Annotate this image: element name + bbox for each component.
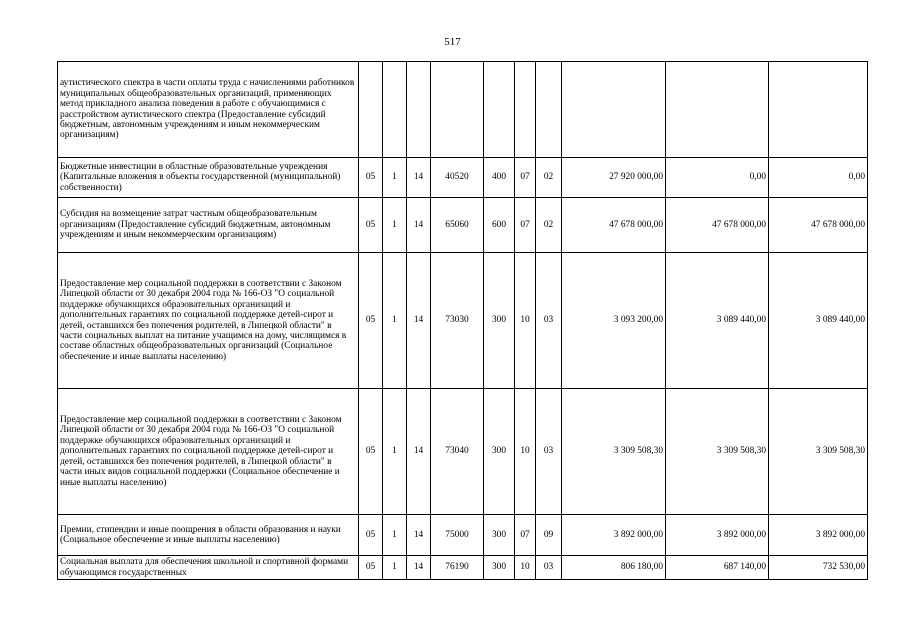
amount-cell: 687 140,00 <box>666 556 769 580</box>
code-cell: 300 <box>484 389 515 515</box>
amount-cell: 3 309 508,30 <box>562 389 666 515</box>
code-cell: 73040 <box>431 389 484 515</box>
code-cell: 14 <box>407 253 431 389</box>
code-cell: 07 <box>515 198 536 253</box>
amount-cell: 47 678 000,00 <box>562 198 666 253</box>
code-cell: 300 <box>484 556 515 580</box>
code-cell: 09 <box>536 515 562 556</box>
table-row <box>58 515 868 556</box>
code-cell: 05 <box>359 389 383 515</box>
code-cell: 600 <box>484 198 515 253</box>
code-cell: 1 <box>383 198 407 253</box>
code-cell: 03 <box>536 556 562 580</box>
code-cell: 14 <box>407 556 431 580</box>
code-cell <box>359 62 383 158</box>
table-row <box>58 389 868 515</box>
code-cell: 40520 <box>431 158 484 198</box>
code-cell <box>484 62 515 158</box>
code-cell: 05 <box>359 556 383 580</box>
code-cell: 14 <box>407 198 431 253</box>
code-cell: 07 <box>515 515 536 556</box>
code-cell: 10 <box>515 556 536 580</box>
code-cell: 300 <box>484 253 515 389</box>
row-description: Субсидия на возмещение затрат частным общеобразовательным организациям (Предоставление субсидий бюджетным, автономным учреждениям и иным некоммерческим организациям) <box>58 198 359 253</box>
row-description: Бюджетные инвестиции в областные образовательные учреждения (Капитальные вложения в объекты государственной (муниципальной) собственности) <box>58 158 359 198</box>
amount-cell: 47 678 000,00 <box>666 198 769 253</box>
code-cell: 02 <box>536 158 562 198</box>
amount-cell <box>562 62 666 158</box>
code-cell: 14 <box>407 389 431 515</box>
amount-cell: 732 530,00 <box>769 556 868 580</box>
code-cell: 73030 <box>431 253 484 389</box>
amount-cell <box>666 62 769 158</box>
code-cell: 1 <box>383 515 407 556</box>
code-cell: 03 <box>536 389 562 515</box>
code-cell <box>431 62 484 158</box>
code-cell <box>407 62 431 158</box>
code-cell: 1 <box>383 389 407 515</box>
code-cell: 1 <box>383 556 407 580</box>
table-row <box>58 198 868 253</box>
amount-cell: 0,00 <box>666 158 769 198</box>
code-cell: 14 <box>407 515 431 556</box>
amount-cell: 806 180,00 <box>562 556 666 580</box>
code-cell: 07 <box>515 158 536 198</box>
page-number: 517 <box>444 36 461 48</box>
amount-cell: 3 892 000,00 <box>666 515 769 556</box>
amount-cell: 3 892 000,00 <box>769 515 868 556</box>
table-row <box>58 158 868 198</box>
code-cell <box>536 62 562 158</box>
code-cell: 02 <box>536 198 562 253</box>
amount-cell <box>769 62 868 158</box>
budget-table <box>57 61 868 580</box>
table-row <box>58 556 868 580</box>
amount-cell: 0,00 <box>769 158 868 198</box>
code-cell: 05 <box>359 158 383 198</box>
amount-cell: 47 678 000,00 <box>769 198 868 253</box>
code-cell: 65060 <box>431 198 484 253</box>
row-description: аутистического спектра в части оплаты труда с начислениями работников муниципальных общеобразовательных организаций, применяющих метод прикладного анализа поведения в работе с обучающимися с расстройством аутистического спектра (Предоставление субсидий бюджетным, автономным учреждениям и иным некоммерческим организациям) <box>58 62 359 158</box>
code-cell: 05 <box>359 198 383 253</box>
code-cell: 1 <box>383 158 407 198</box>
code-cell: 400 <box>484 158 515 198</box>
amount-cell: 3 093 200,00 <box>562 253 666 389</box>
amount-cell: 3 892 000,00 <box>562 515 666 556</box>
row-description: Премии, стипендии и иные поощрения в области образования и науки (Социальное обеспечение и иные выплаты населению) <box>58 515 359 556</box>
code-cell <box>383 62 407 158</box>
amount-cell: 3 309 508,30 <box>769 389 868 515</box>
code-cell: 05 <box>359 515 383 556</box>
code-cell: 75000 <box>431 515 484 556</box>
row-description: Предоставление мер социальной поддержки в соответствии с Законом Липецкой области от 30 декабря 2004 года № 166-ОЗ "О социальной поддержке обучающихся образовательных организаций и дополнительных гарантиях по социальной поддержке детей-сирот и детей, оставшихся без попечения родителей, в Липецкой области" в части социальных выплат на питание учащимся на дому, числящимся в составе областных общеобразовательных организаций (Социальное обеспечение и иные выплаты населению) <box>58 253 359 389</box>
amount-cell: 3 309 508,30 <box>666 389 769 515</box>
code-cell: 05 <box>359 253 383 389</box>
code-cell: 1 <box>383 253 407 389</box>
table-row <box>58 62 868 158</box>
row-description: Предоставление мер социальной поддержки в соответствии с Законом Липецкой области от 30 декабря 2004 года № 166-ОЗ "О социальной поддержке обучающихся образовательных организаций и дополнительных гарантиях по социальной поддержке детей-сирот и детей, оставшихся без попечения родителей, в Липецкой области" в части иных видов социальной поддержки (Социальное обеспечение и иные выплаты населению) <box>58 389 359 515</box>
row-description: Социальная выплата для обеспечения школьной и спортивной формами обучающимся государственных <box>58 556 359 580</box>
amount-cell: 27 920 000,00 <box>562 158 666 198</box>
code-cell: 14 <box>407 158 431 198</box>
code-cell: 300 <box>484 515 515 556</box>
code-cell <box>515 62 536 158</box>
code-cell: 03 <box>536 253 562 389</box>
code-cell: 76190 <box>431 556 484 580</box>
amount-cell: 3 089 440,00 <box>666 253 769 389</box>
amount-cell: 3 089 440,00 <box>769 253 868 389</box>
code-cell: 10 <box>515 253 536 389</box>
table-row <box>58 253 868 389</box>
code-cell: 10 <box>515 389 536 515</box>
